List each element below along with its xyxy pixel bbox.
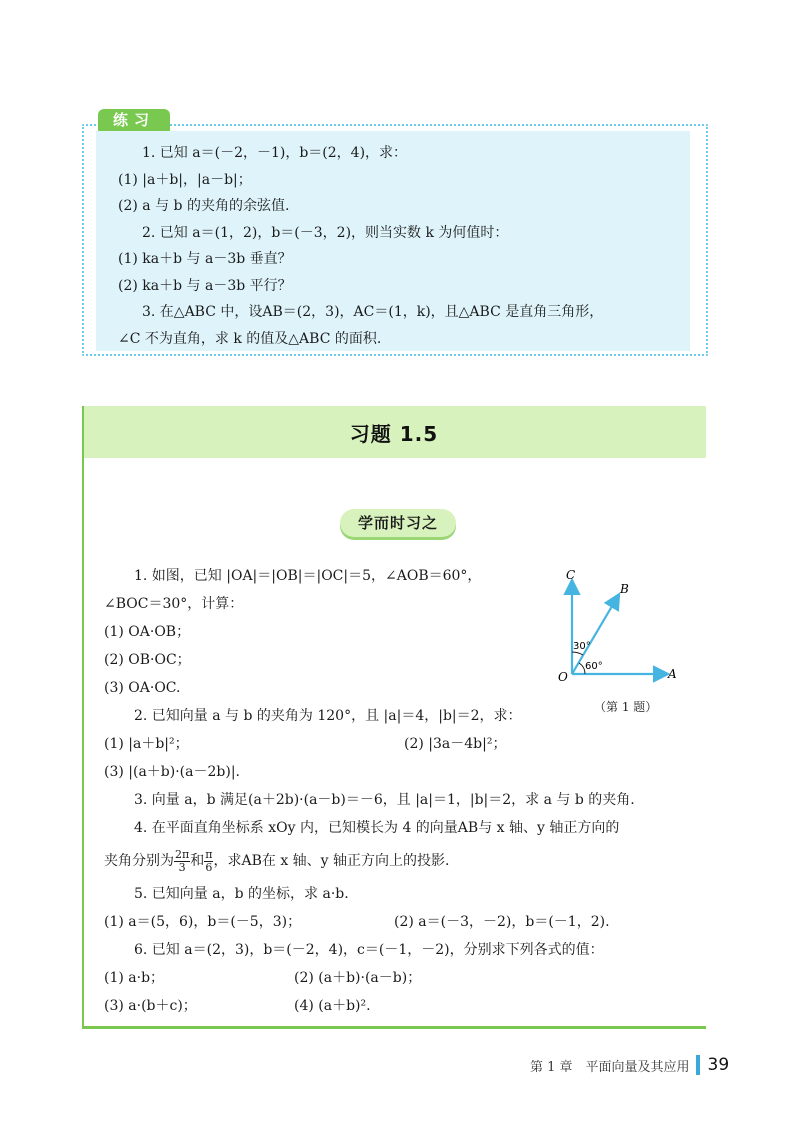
- q4-text-c: ，求AB在 x 轴、y 轴正方向上的投影.: [213, 853, 450, 869]
- q6-sub4: (4) (a＋b)².: [294, 998, 371, 1014]
- q4-text-a: 夹角分别为: [104, 853, 174, 869]
- practice-line: 2. 已知 a＝(1，2)，b＝(－3，2)，则当实数 k 为何值时：: [142, 224, 509, 241]
- q1-sub3: (3) OA·OC.: [104, 680, 181, 696]
- label-angle-60: 60°: [585, 661, 603, 672]
- figure-caption: （第 1 题）: [594, 700, 658, 714]
- q1-line1: 1. 如图，已知 |OA|＝|OB|＝|OC|＝5，∠AOB＝60°，: [134, 568, 482, 584]
- practice-line: 3. 在△ABC 中，设AB＝(2，3)，AC＝(1，k)，且△ABC 是直角三角形，: [142, 304, 604, 320]
- q6-sub-row1: [104, 964, 704, 992]
- practice-line: (2) ka＋b 与 a－3b 平行？: [118, 277, 292, 294]
- q1-sub2: (2) OB·OC；: [104, 652, 191, 668]
- label-b: B: [620, 582, 629, 596]
- q1-sub1: (1) OA·OB；: [104, 624, 191, 640]
- footer-divider: [696, 1055, 700, 1075]
- vector-figure: [548, 566, 698, 716]
- q5-sub-row: [104, 908, 704, 936]
- q5-sub2: (2) a＝(－3，－2)，b＝(－1，2).: [394, 914, 610, 930]
- practice-tab: 练习: [98, 109, 170, 131]
- q2-sub3: (3) |(a＋b)·(a－2b)|.: [104, 764, 240, 780]
- frac1-den: 3: [178, 860, 186, 874]
- label-a: A: [668, 667, 677, 681]
- q4-fraction-1: [174, 849, 190, 874]
- practice-line: 1. 已知 a＝(－2，－1)，b＝(2，4)，求：: [142, 145, 408, 161]
- exercise-bottom-rule: [82, 1026, 706, 1029]
- q6-sub-row2: [104, 992, 704, 1020]
- practice-line: (1) ka＋b 与 a－3b 垂直？: [118, 251, 292, 267]
- frac1-num: 2π: [175, 847, 190, 861]
- q3-line: 3. 向量 a，b 满足(a＋2b)·(a－b)＝－6，且 |a|＝1，|b|＝2，求 a 与 b 的夹角.: [134, 792, 635, 808]
- q4-text-b: 和: [190, 853, 205, 869]
- q5-line: 5. 已知向量 a，b 的坐标，求 a·b.: [134, 886, 349, 902]
- label-angle-30: 30°: [573, 641, 591, 652]
- chapter-label: 第 1 章 平面向量及其应用: [530, 1059, 690, 1075]
- q5-sub1: (1) a＝(5，6)，b＝(－5，3)；: [104, 914, 302, 930]
- q1-line2: ∠BOC＝30°，计算：: [104, 596, 244, 612]
- practice-content: [118, 140, 690, 352]
- angle-arc-30: [572, 652, 583, 655]
- practice-line: ∠C 不为直角，求 k 的值及△ABC 的面积.: [118, 330, 382, 347]
- section-banner: 学而时习之: [340, 509, 456, 537]
- page-footer: [530, 1054, 729, 1076]
- label-o: O: [558, 670, 568, 684]
- q6-line: 6. 已知 a＝(2，3)，b＝(－2，4)，c＝(－1，－2)，分别求下列各式的值：: [134, 942, 604, 958]
- q6-sub2: (2) (a＋b)·(a－b)；: [294, 970, 422, 986]
- q2-sub-row: [104, 730, 704, 758]
- q2-line: 2. 已知向量 a 与 b 的夹角为 120°，且 |a|＝4，|b|＝2，求：: [134, 708, 522, 724]
- q2-sub1: (1) |a＋b|²；: [104, 736, 189, 752]
- label-c: C: [566, 568, 576, 582]
- exercise-title: 习题 1.5: [349, 422, 439, 446]
- q4-line2: [104, 842, 704, 880]
- page-number: 39: [707, 1055, 730, 1075]
- practice-line: (1) |a＋b|，|a－b|；: [118, 171, 252, 188]
- q2-sub2: (2) |3a－4b|²；: [404, 736, 507, 752]
- frac2-den: 6: [205, 860, 213, 874]
- q6-sub3: (3) a·(b＋c)；: [104, 998, 197, 1014]
- practice-line: (2) a 与 b 的夹角的余弦值.: [118, 198, 290, 214]
- q4-line1: 4. 在平面直角坐标系 xOy 内，已知模长为 4 的向量AB与 x 轴、y 轴正方向的: [134, 820, 620, 836]
- q6-sub1: (1) a·b；: [104, 970, 165, 986]
- frac2-num: π: [205, 847, 213, 861]
